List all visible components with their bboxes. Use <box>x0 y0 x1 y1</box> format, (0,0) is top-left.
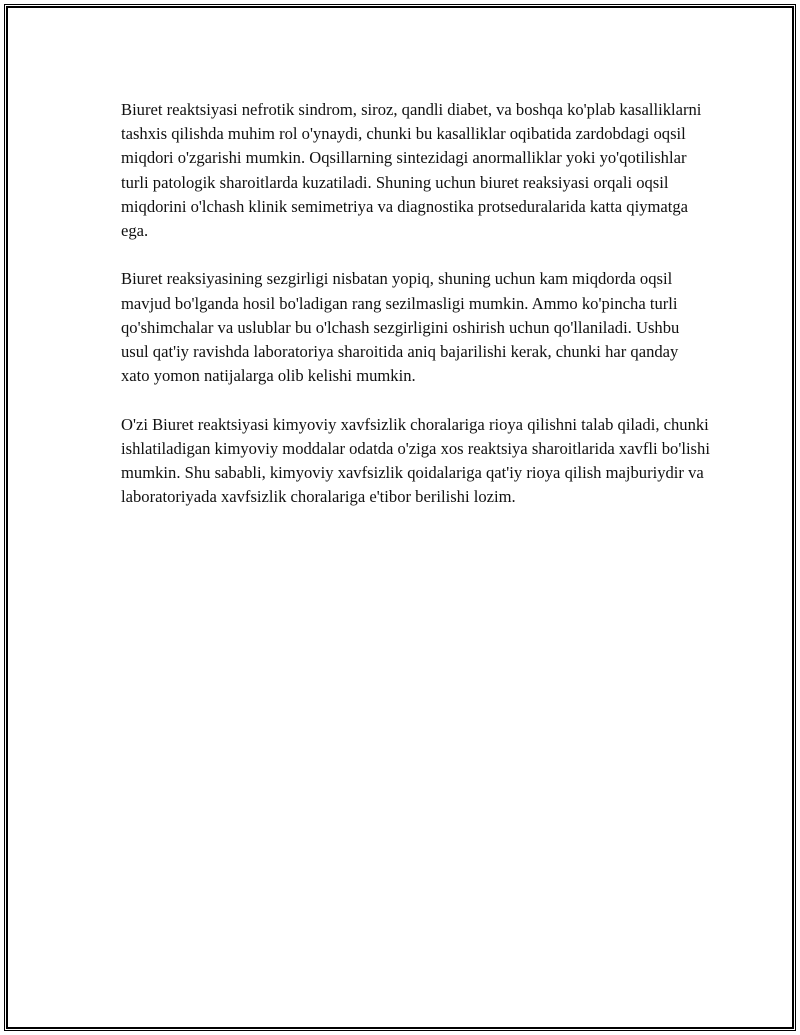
page-border <box>4 4 796 1031</box>
paragraph-3: O'zi Biuret reaktsiyasi kimyoviy xavfsizlik choralariga rioya qilishni talab qiladi, chunki ishlatiladigan kimyoviy moddalar odatda o'ziga xos reaktsiya sharoitlarida xavfli bo'lishi mumkin. Shu sababli, kimyoviy xavfsizlik qoidalariga qat'iy rioya qilish majburiydir va laboratoriyada xavfsizlik choralariga e'tibor berilishi lozim. <box>121 414 710 507</box>
paragraph-2: Biuret reaksiyasining sezgirligi nisbatan yopiq, shuning uchun kam miqdorda oqsil mavjud bo'lganda hosil bo'ladigan rang sezilmasligi mumkin. Ammo ko'pincha turli qo'shimchalar va uslublar bu o'lchash sezgirligini oshirish uchun qo'llaniladi. Ushbu usul qat'iy ravishda laboratoriya sharoitida aniq bajarilishi kerak, chunki har qanday xato yomon natijalarga olib kelishi mumkin. <box>121 269 680 386</box>
paragraph-1: Biuret reaktsiyasi nefrotik sindrom, siroz, qandli diabet, va boshqa ko'plab kasalliklarni tashxis qilishda muhim rol o'ynaydi, chunki bu kasalliklar oqibatida zardobdagi oqsil miqdori o'zgarishi mumkin. Oqsillarning sintezidagi anormalliklar yoki yo'qotilishlar turli patologik sharoitlarda kuzatiladi. Shuning uchun biuret reaksiyasi orqali oqsil miqdorini o'lchash klinik semimetriya va diagnostika protseduralarida katta qiymatga ega. <box>121 100 702 241</box>
document-body <box>121 98 711 534</box>
